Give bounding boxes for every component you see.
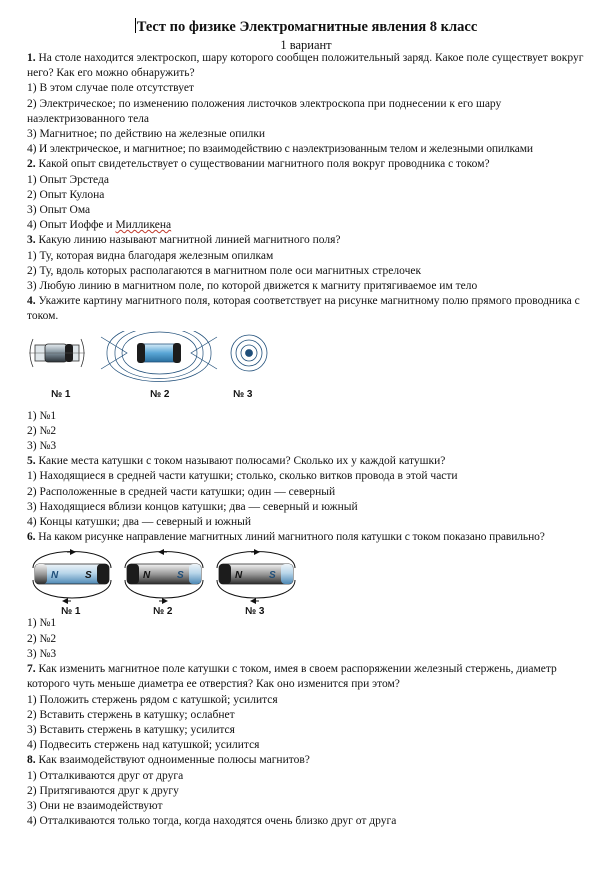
coil-figure xyxy=(27,548,307,616)
answer-option xyxy=(27,218,597,233)
figure-label-2: № 2 xyxy=(150,388,170,400)
variant-label: 1 вариант xyxy=(280,38,332,52)
pole-s-2: S xyxy=(177,570,184,582)
question-text: Укажите картину магнитного поля, которая соответствует на рисунке магнитному полю прямого проводника с током. xyxy=(27,295,580,323)
question-number: 1. xyxy=(27,52,36,64)
answer-option: 1) №1 xyxy=(27,409,57,422)
text-cursor xyxy=(135,18,136,33)
answer-option: 1) Отталкиваются друг от друга xyxy=(27,769,184,782)
page-title xyxy=(0,18,612,36)
answer-option: 3) Магнитное; по действию на железные опилки xyxy=(27,128,266,141)
title-text: Тест по физике Электромагнитные явления 8 класс xyxy=(136,19,478,35)
figure-label-1: № 1 xyxy=(51,388,71,400)
answer-option-text: 4) Опыт Иоффе и xyxy=(27,219,116,232)
answer-option: 3) Вставить стержень в катушку; усилится xyxy=(27,723,235,736)
question-text: Какую линию называют магнитной линией магнитного поля? xyxy=(38,234,341,247)
answer-option: 2) Электрическое; по изменению положения листочков электроскопа при поднесении к его шару наэлектризованного тела xyxy=(27,97,502,125)
question-2 xyxy=(27,157,597,172)
answer-option: 4) И электрическое, и магнитное; по взаимодействию с наэлектризованным телом и железными опилками xyxy=(27,143,533,156)
question-1 xyxy=(27,51,597,81)
figure-1-magnet xyxy=(29,339,85,367)
question-number: 8. xyxy=(27,754,36,767)
answer-option: 1) Опыт Эрстеда xyxy=(27,173,109,186)
question-text: На каком рисунке направление магнитных линий магнитного поля катушки с током показано правильно? xyxy=(38,531,545,544)
question-number: 6. xyxy=(27,531,36,544)
coil-1 xyxy=(33,552,111,602)
pole-n-3: N xyxy=(235,570,243,582)
answer-option: 3) Любую линию в магнитном поле, по которой движется к магниту притягиваемое им тело xyxy=(27,280,478,293)
question-3 xyxy=(27,233,597,248)
question-4 xyxy=(27,294,597,324)
question-text: Какие места катушки с током называют полюсами? Сколько их у каждой катушки? xyxy=(38,455,446,468)
question-7 xyxy=(27,662,597,692)
question-number: 2. xyxy=(27,158,36,171)
answer-option: 3) Опыт Ома xyxy=(27,204,91,217)
answer-option: 2) Вставить стержень в катушку; ослабнет xyxy=(27,708,235,721)
pole-s-3: S xyxy=(269,570,276,582)
answer-option: 2) Расположенные в средней части катушки; один — северный xyxy=(27,485,336,498)
answer-option: 3) Они не взаимодействуют xyxy=(27,799,163,812)
answer-option: 1) В этом случае поле отсутствует xyxy=(27,82,194,95)
answer-option: 1) №1 xyxy=(27,617,57,630)
question-6 xyxy=(27,530,597,545)
question-text: Как изменить магнитное поле катушки с током, имея в своем распоряжении железный стержень, диаметр которого чуть меньше диаметра ее отверстия? Как оно изменится при этом? xyxy=(27,663,557,691)
coil-2 xyxy=(125,552,203,602)
answer-option: 3) №3 xyxy=(27,440,57,453)
spellcheck-word: Милликена xyxy=(115,219,172,232)
answer-option: 1) Положить стержень рядом с катушкой; усилится xyxy=(27,693,278,706)
pole-n-1: N xyxy=(51,570,59,582)
pole-n-2: N xyxy=(143,570,151,582)
question-5 xyxy=(27,454,597,469)
answer-option: 2) Ту, вдоль которых располагаются в магнитном поле оси магнитных стрелочек xyxy=(27,264,422,277)
answer-option: 3) Находящиеся вблизи концов катушки; два — северный и южный xyxy=(27,500,358,513)
answer-option: 2) Опыт Кулона xyxy=(27,188,105,201)
figure-label-1: № 1 xyxy=(61,606,81,617)
answer-option: 4) Концы катушки; два — северный и южный xyxy=(27,516,251,529)
question-text: Какой опыт свидетельствует о существовании магнитного поля вокруг проводника с током? xyxy=(38,158,490,171)
answer-option: 2) №2 xyxy=(27,424,57,437)
figure-label-3: № 3 xyxy=(245,606,265,617)
question-text: На столе находится электроскоп, шару которого сообщен положительный заряд. Какое поле существует вокруг него? Как его можно обнаружить? xyxy=(27,52,584,80)
answer-option: 2) №2 xyxy=(27,632,57,645)
test-body xyxy=(27,51,597,829)
answer-option: 1) Находящиеся в средней части катушки; столько, сколько витков провода в этой части xyxy=(27,470,458,483)
question-text: Как взаимодействуют одноименные полюсы магнитов? xyxy=(38,754,310,767)
question-number: 3. xyxy=(27,234,36,247)
field-lines-figure xyxy=(27,331,287,409)
figure-2-field xyxy=(101,331,217,382)
answer-option: 2) Притягиваются друг к другу xyxy=(27,784,179,797)
question-number: 5. xyxy=(27,455,36,468)
pole-s-1: S xyxy=(85,570,92,582)
answer-option: 4) Подвесить стержень над катушкой; усилится xyxy=(27,739,260,752)
question-8 xyxy=(27,753,597,768)
question-number: 4. xyxy=(27,295,36,308)
figure-label-3: № 3 xyxy=(233,388,253,400)
figure-label-2: № 2 xyxy=(153,606,173,617)
answer-option: 1) Ту, которая видна благодаря железным опилкам xyxy=(27,249,274,262)
coil-3 xyxy=(217,552,295,602)
question-number: 7. xyxy=(27,663,36,676)
answer-option: 3) №3 xyxy=(27,647,57,660)
answer-option: 4) Отталкиваются только тогда, когда находятся очень близко друг от друга xyxy=(27,815,397,828)
figure-3-circles xyxy=(231,335,267,371)
